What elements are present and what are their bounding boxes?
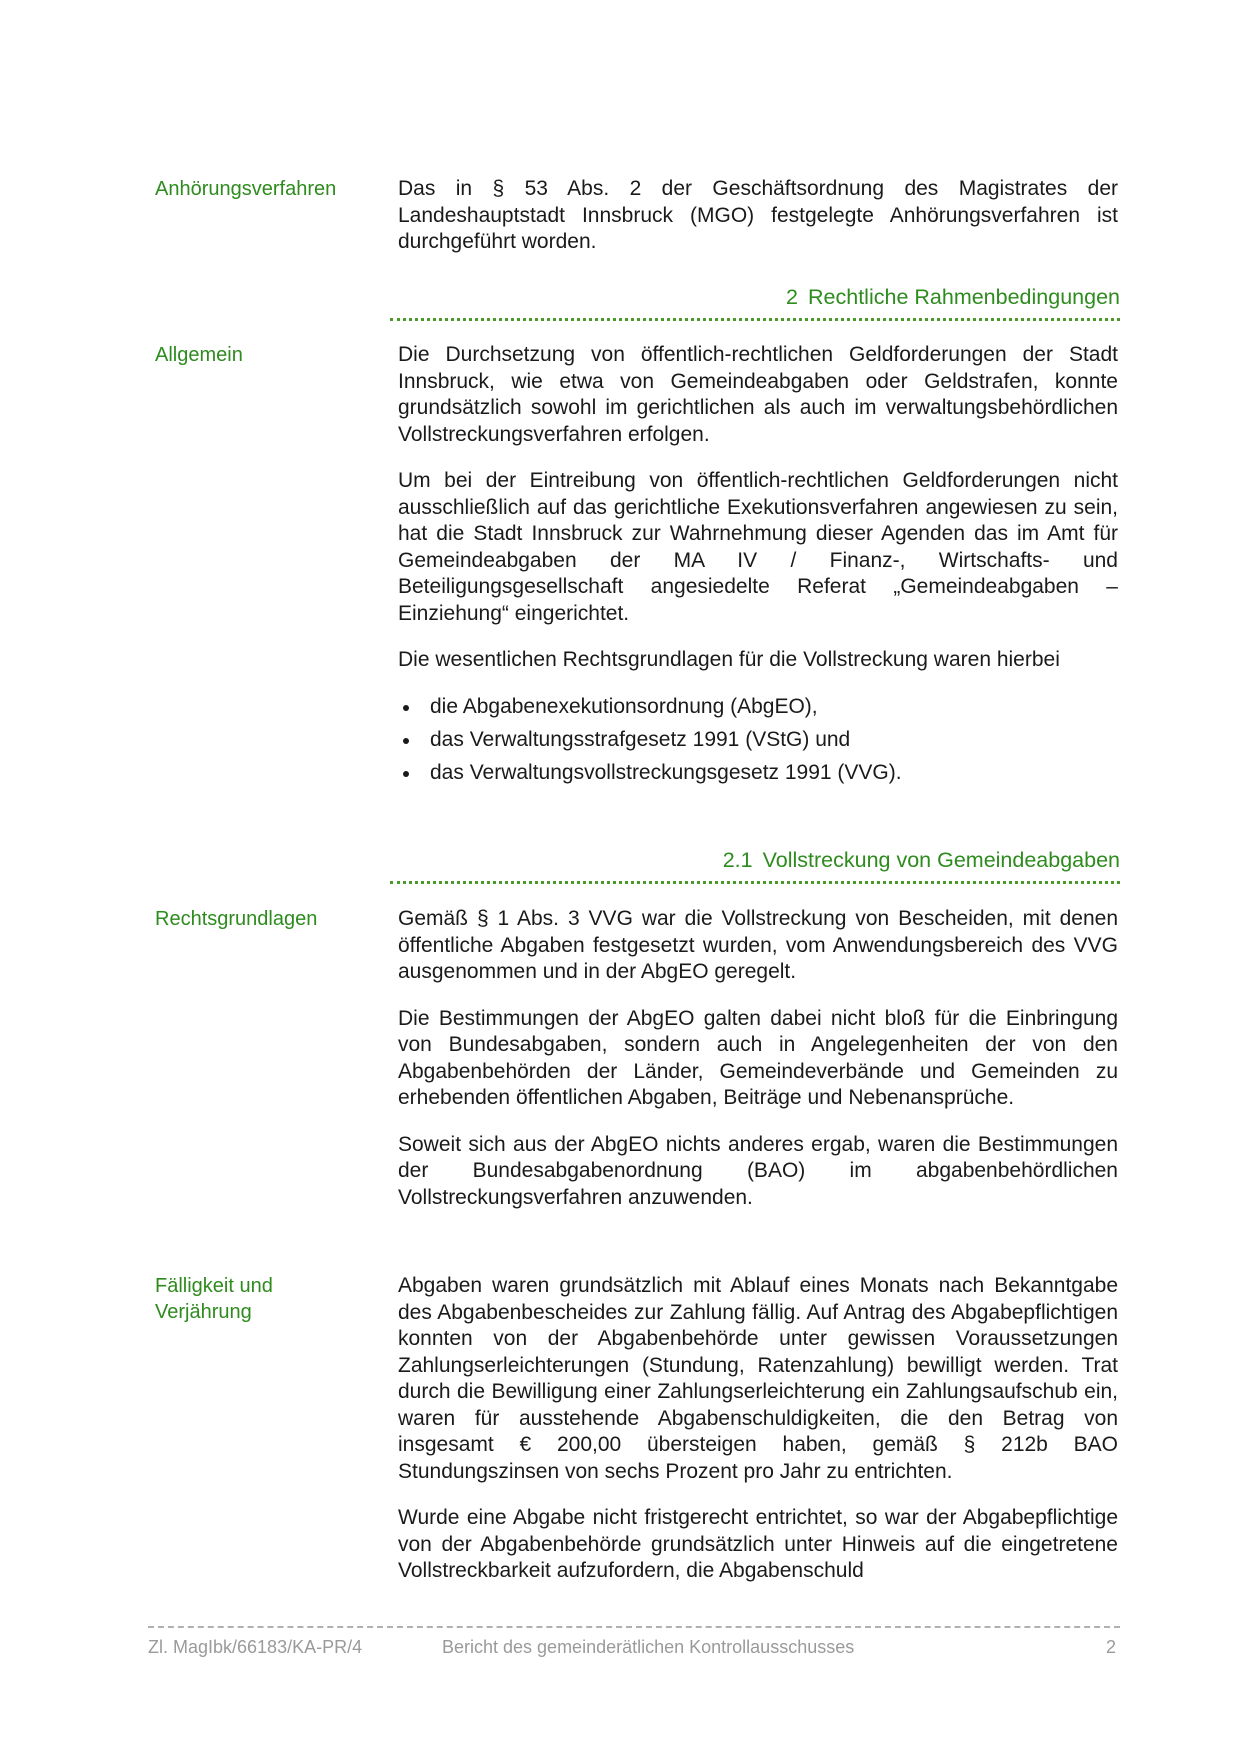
section-heading-rahmenbedingungen	[390, 284, 1120, 321]
heading-number: 2.1	[722, 848, 753, 872]
paragraph-anhoerung	[398, 176, 1118, 256]
footer-divider	[148, 1626, 1120, 1628]
paragraph-text: Soweit sich aus der AbgEO nichts anderes ergab, waren die Bestimmungen der Bundesabgabenordnung (BAO) im abgabenbehördlichen Vollstreckungsverfahren anzuwenden.	[398, 1132, 1118, 1209]
paragraph-text: Um bei der Eintreibung von öffentlich-rechtlichen Geldforderungen nicht ausschließlich auf das gerichtliche Exekutionsverfahren angewiesen zu sein, hat die Stadt Innsbruck zur Wahrnehmung dieser Agenden das im Amt für Gemeindeabgaben der MA IV / Finanz-, Wirtschafts- und Beteiligungsgesellschaft angesiedelte Referat „Gemeindeabgaben – Einziehung“ eingerichtet.	[398, 469, 1118, 625]
paragraph-text: Gemäß § 1 Abs. 3 VVG war die Vollstreckung von Bescheiden, mit denen öffentliche Abgaben festgesetzt wurden, vom Anwendungsbereich des VVG ausgenommen und in der AbgEO geregelt.	[398, 907, 1118, 983]
margin-label-allgemein: Allgemein	[155, 344, 243, 366]
paragraph-text: Die Bestimmungen der AbgEO galten dabei nicht bloß für die Einbringung von Bundesabgaben, sondern auch in Angelegenheiten der von den Abgabenbehörden der Länder, Gemeindeverbände und Gemeinden zu erhebenden öffentlichen Abgaben, Beiträge und Nebenansprüche.	[398, 1006, 1118, 1109]
paragraph-text: Die Durchsetzung von öffentlich-rechtlichen Geldforderungen der Stadt Innsbruck, wie etwa von Gemeindeabgaben oder Geldstrafen, konnte grundsätzlich sowohl im gerichtlichen als auch im verwaltungsbehördlichen Vollstreckungsverfahren erfolgen.	[398, 343, 1118, 446]
list-item: das Verwaltungsstrafgesetz 1991 (VStG) und	[398, 727, 1118, 753]
paragraph-block-allgemein	[398, 342, 1118, 793]
margin-label-anhoerung: Anhörungsverfahren	[155, 178, 337, 200]
paragraph-text: Das in § 53 Abs. 2 der Geschäftsordnung des Magistrates der Landeshauptstadt Innsbruck (MGO) festgelegte Anhörungsverfahren ist durchgeführt worden.	[398, 177, 1118, 253]
footer-title: Bericht des gemeinderätlichen Kontrollausschusses	[442, 1637, 855, 1657]
margin-label-faelligkeit	[155, 1273, 375, 1325]
heading-number: 2	[786, 285, 799, 309]
label-line: Fälligkeit und	[155, 1275, 273, 1297]
paragraph-block-rechtsgrundlagen	[398, 906, 1118, 1211]
rechtsgrundlagen-list	[398, 694, 1118, 786]
footer-reference: Zl. MagIbk/66183/KA-PR/4	[148, 1637, 363, 1657]
list-item: das Verwaltungsvollstreckungsgesetz 1991 (VVG).	[398, 760, 1118, 786]
heading-title: Vollstreckung von Gemeindeabgaben	[762, 848, 1120, 872]
paragraph-block-faelligkeit	[398, 1273, 1118, 1585]
list-item: die Abgabenexekutionsordnung (AbgEO),	[398, 694, 1118, 720]
margin-label-rechtsgrundlagen: Rechtsgrundlagen	[155, 908, 318, 930]
paragraph-text: Die wesentlichen Rechtsgrundlagen für die Vollstreckung waren hierbei	[398, 648, 1060, 671]
section-heading-vollstreckung	[390, 847, 1120, 884]
paragraph-text: Wurde eine Abgabe nicht fristgerecht entrichtet, so war der Abgabepflichtige von der Abgabenbehörde grundsätzlich unter Hinweis auf die eingetretene Vollstreckbarkeit aufzufordern, die Abgabenschuld	[398, 1506, 1118, 1582]
heading-title: Rechtliche Rahmenbedingungen	[808, 285, 1120, 309]
label-line: Verjährung	[155, 1301, 252, 1323]
paragraph-text: Abgaben waren grundsätzlich mit Ablauf eines Monats nach Bekanntgabe des Abgabenbescheides zur Zahlung fällig. Auf Antrag des Abgabepflichtigen konnten von der Abgabenbehörde unter gewissen Voraussetzungen Zahlungserleichterungen (Stundung, Ratenzahlung) bewilligt werden. Trat durch die Bewilligung einer Zahlungserleichterung ein Zahlungsaufschub ein, waren für ausstehende Abgabenschuldigkeiten, die den Betrag von insgesamt € 200,00 übersteigen haben, gemäß § 212b BAO Stundungszinsen von sechs Prozent pro Jahr zu entrichten.	[398, 1274, 1118, 1483]
footer-page-number: 2	[1105, 1637, 1116, 1657]
